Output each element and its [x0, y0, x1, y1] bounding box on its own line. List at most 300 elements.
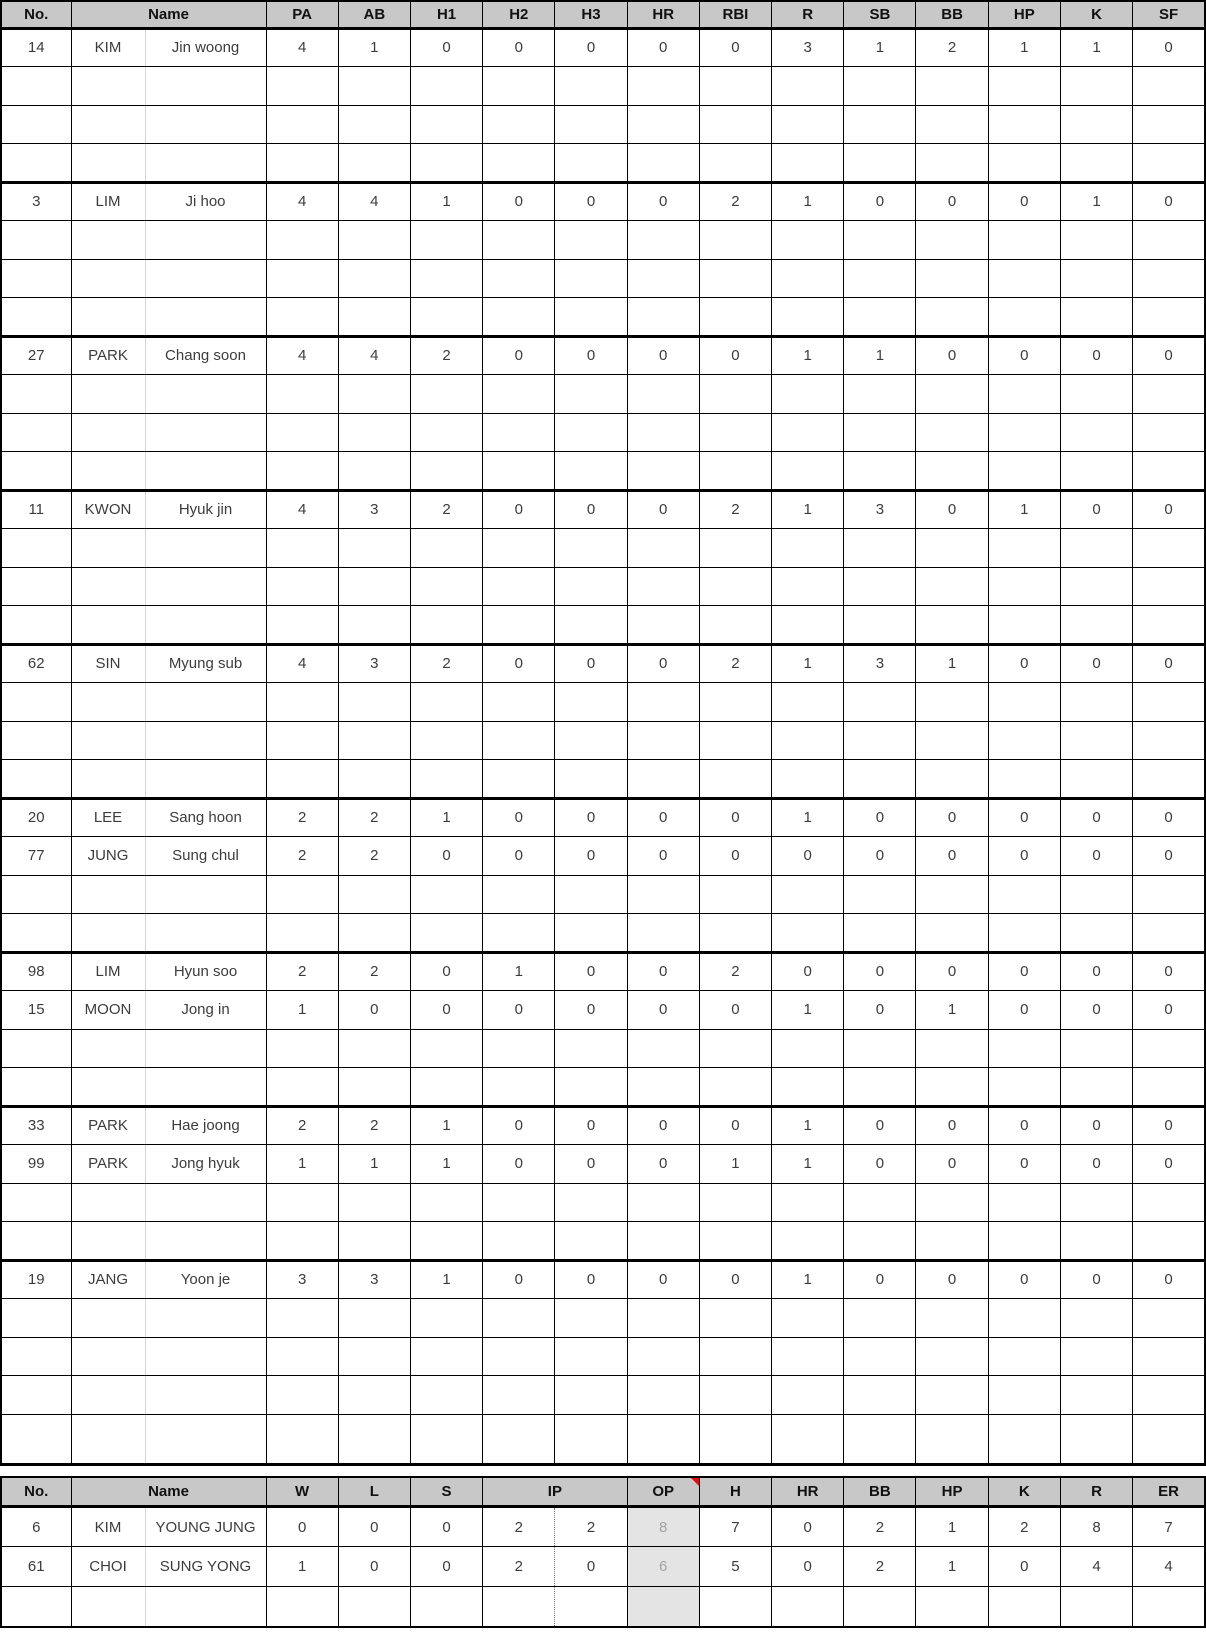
empty-cell[interactable] — [266, 529, 338, 568]
batting-header-sb[interactable]: SB — [844, 1, 916, 28]
empty-cell[interactable] — [916, 298, 988, 337]
empty-cell[interactable] — [772, 413, 844, 452]
batter-stat-k-cell[interactable]: 0 — [1060, 837, 1132, 876]
empty-cell[interactable] — [699, 221, 771, 260]
empty-cell[interactable] — [266, 67, 338, 106]
empty-cell[interactable] — [627, 67, 699, 106]
batter-given-name-cell[interactable]: Hyuk jin — [145, 490, 266, 529]
empty-cell[interactable] — [71, 760, 145, 799]
empty-cell[interactable] — [627, 760, 699, 799]
empty-cell[interactable] — [844, 683, 916, 722]
batter-stat-ab-cell[interactable]: 1 — [338, 1145, 410, 1184]
empty-cell[interactable] — [1060, 1299, 1132, 1338]
batter-stat-k-cell[interactable]: 0 — [1060, 644, 1132, 683]
empty-cell[interactable] — [555, 144, 627, 183]
batter-given-name-cell[interactable]: Jong hyuk — [145, 1145, 266, 1184]
empty-cell[interactable] — [916, 259, 988, 298]
batter-stat-hp-cell[interactable]: 0 — [988, 644, 1060, 683]
empty-cell[interactable] — [844, 1222, 916, 1261]
batter-stat-h3-cell[interactable]: 0 — [555, 991, 627, 1030]
batter-stat-sb-cell[interactable]: 0 — [844, 1145, 916, 1184]
pitcher-stat-er-cell[interactable]: 4 — [1133, 1547, 1205, 1587]
empty-cell[interactable] — [699, 875, 771, 914]
empty-cell[interactable] — [916, 144, 988, 183]
empty-cell[interactable] — [772, 1414, 844, 1464]
empty-cell[interactable] — [266, 375, 338, 414]
pitcher-stat-bb-cell[interactable]: 2 — [844, 1507, 916, 1547]
empty-cell[interactable] — [71, 105, 145, 144]
pitcher-stat-op-cell[interactable]: 6 — [627, 1547, 699, 1587]
empty-cell[interactable] — [338, 567, 410, 606]
empty-cell[interactable] — [145, 1587, 266, 1627]
batter-stat-hp-cell[interactable]: 0 — [988, 1260, 1060, 1299]
empty-cell[interactable] — [555, 452, 627, 491]
batter-no-cell[interactable]: 33 — [1, 1106, 71, 1145]
pitching-header-er[interactable] — [1133, 1477, 1205, 1507]
batting-header-sf[interactable]: SF — [1133, 1, 1205, 28]
empty-cell[interactable] — [71, 1337, 145, 1376]
empty-cell[interactable] — [483, 1376, 555, 1415]
empty-cell[interactable] — [1, 259, 71, 298]
batter-stat-sf-cell[interactable]: 0 — [1133, 490, 1205, 529]
empty-cell[interactable] — [1, 452, 71, 491]
empty-cell[interactable] — [1133, 683, 1205, 722]
batter-stat-sf-cell[interactable]: 0 — [1133, 1145, 1205, 1184]
empty-cell[interactable] — [1133, 914, 1205, 953]
empty-cell[interactable] — [410, 1068, 482, 1107]
empty-cell[interactable] — [988, 914, 1060, 953]
empty-cell[interactable] — [145, 259, 266, 298]
empty-cell[interactable] — [410, 452, 482, 491]
empty-cell[interactable] — [988, 606, 1060, 645]
empty-cell[interactable] — [1, 683, 71, 722]
batter-stat-hp-cell[interactable]: 0 — [988, 1106, 1060, 1145]
empty-cell[interactable] — [699, 567, 771, 606]
batter-stat-hr-cell[interactable]: 0 — [627, 182, 699, 221]
empty-cell[interactable] — [338, 721, 410, 760]
empty-cell[interactable] — [916, 1183, 988, 1222]
empty-cell[interactable] — [1, 1414, 71, 1464]
empty-cell[interactable] — [916, 1299, 988, 1338]
batter-stat-pa-cell[interactable]: 1 — [266, 991, 338, 1030]
empty-cell[interactable] — [1060, 413, 1132, 452]
empty-cell[interactable] — [1133, 1414, 1205, 1464]
pitching-header-hp[interactable] — [916, 1477, 988, 1507]
batter-stat-k-cell[interactable]: 0 — [1060, 798, 1132, 837]
empty-cell[interactable] — [145, 375, 266, 414]
empty-cell[interactable] — [266, 413, 338, 452]
empty-cell[interactable] — [71, 606, 145, 645]
empty-cell[interactable] — [483, 452, 555, 491]
empty-cell[interactable] — [627, 1029, 699, 1068]
batter-stat-rbi-cell[interactable]: 2 — [699, 182, 771, 221]
empty-cell[interactable] — [410, 721, 482, 760]
empty-cell[interactable] — [844, 259, 916, 298]
batter-stat-h1-cell[interactable]: 1 — [410, 798, 482, 837]
empty-cell[interactable] — [988, 1299, 1060, 1338]
empty-cell[interactable] — [916, 1376, 988, 1415]
empty-cell[interactable] — [410, 760, 482, 799]
empty-cell[interactable] — [410, 1183, 482, 1222]
empty-cell[interactable] — [145, 1376, 266, 1415]
batter-stat-bb-cell[interactable]: 0 — [916, 182, 988, 221]
batter-stat-bb-cell[interactable]: 0 — [916, 1145, 988, 1184]
empty-cell[interactable] — [555, 1337, 627, 1376]
batter-stat-rbi-cell[interactable]: 0 — [699, 991, 771, 1030]
pitching-header-name[interactable]: Name — [71, 1477, 266, 1507]
empty-cell[interactable] — [410, 1337, 482, 1376]
empty-cell[interactable] — [772, 67, 844, 106]
empty-cell[interactable] — [483, 683, 555, 722]
empty-cell[interactable] — [844, 375, 916, 414]
empty-cell[interactable] — [1, 67, 71, 106]
empty-cell[interactable] — [410, 298, 482, 337]
empty-cell[interactable] — [71, 298, 145, 337]
empty-cell[interactable] — [699, 683, 771, 722]
batter-stat-h3-cell[interactable]: 0 — [555, 644, 627, 683]
batter-stat-hr-cell[interactable]: 0 — [627, 644, 699, 683]
pitcher-stat-op-cell[interactable]: 8 — [627, 1507, 699, 1547]
empty-cell[interactable] — [844, 298, 916, 337]
empty-cell[interactable] — [699, 760, 771, 799]
empty-cell[interactable] — [71, 1376, 145, 1415]
batter-stat-bb-cell[interactable]: 0 — [916, 837, 988, 876]
empty-cell[interactable] — [483, 1587, 555, 1627]
empty-cell[interactable] — [1133, 1183, 1205, 1222]
batter-surname-cell[interactable]: KWON — [71, 490, 145, 529]
empty-cell[interactable] — [483, 875, 555, 914]
empty-cell[interactable] — [844, 606, 916, 645]
empty-cell[interactable] — [338, 914, 410, 953]
batter-stat-hr-cell[interactable]: 0 — [627, 798, 699, 837]
batter-stat-sf-cell[interactable]: 0 — [1133, 798, 1205, 837]
empty-cell[interactable] — [71, 375, 145, 414]
batting-header-bb[interactable]: BB — [916, 1, 988, 28]
empty-cell[interactable] — [916, 1029, 988, 1068]
empty-cell[interactable] — [1133, 298, 1205, 337]
empty-cell[interactable] — [699, 914, 771, 953]
pitcher-given-name-cell[interactable]: SUNG YONG — [145, 1547, 266, 1587]
empty-cell[interactable] — [1133, 875, 1205, 914]
batter-stat-ab-cell[interactable]: 3 — [338, 490, 410, 529]
empty-cell[interactable] — [988, 452, 1060, 491]
empty-cell[interactable] — [410, 875, 482, 914]
batter-stat-h3-cell[interactable]: 0 — [555, 336, 627, 375]
empty-cell[interactable] — [145, 1029, 266, 1068]
batter-no-cell[interactable]: 62 — [1, 644, 71, 683]
batter-stat-r-cell[interactable]: 3 — [772, 28, 844, 67]
pitching-header-s[interactable] — [410, 1477, 482, 1507]
batter-stat-pa-cell[interactable]: 3 — [266, 1260, 338, 1299]
empty-cell[interactable] — [1060, 144, 1132, 183]
empty-cell[interactable] — [338, 259, 410, 298]
empty-cell[interactable] — [1060, 1029, 1132, 1068]
empty-cell[interactable] — [627, 144, 699, 183]
batter-stat-h2-cell[interactable]: 1 — [483, 952, 555, 991]
empty-cell[interactable] — [627, 298, 699, 337]
pitching-header-r[interactable] — [1060, 1477, 1132, 1507]
batter-stat-h1-cell[interactable]: 0 — [410, 837, 482, 876]
batter-surname-cell[interactable]: PARK — [71, 1106, 145, 1145]
pitcher-stat-h-cell[interactable]: 7 — [699, 1507, 771, 1547]
empty-cell[interactable] — [266, 875, 338, 914]
empty-cell[interactable] — [71, 144, 145, 183]
batter-stat-hr-cell[interactable]: 0 — [627, 336, 699, 375]
batter-stat-sf-cell[interactable]: 0 — [1133, 1106, 1205, 1145]
batter-stat-k-cell[interactable]: 0 — [1060, 490, 1132, 529]
empty-cell[interactable] — [1133, 105, 1205, 144]
batter-stat-h1-cell[interactable]: 0 — [410, 952, 482, 991]
empty-cell[interactable] — [1133, 1376, 1205, 1415]
batter-stat-ab-cell[interactable]: 3 — [338, 1260, 410, 1299]
empty-cell[interactable] — [988, 1222, 1060, 1261]
empty-cell[interactable] — [699, 529, 771, 568]
batter-surname-cell[interactable]: PARK — [71, 336, 145, 375]
empty-cell[interactable] — [1060, 1376, 1132, 1415]
empty-cell[interactable] — [1, 1376, 71, 1415]
empty-cell[interactable] — [772, 760, 844, 799]
empty-cell[interactable] — [1133, 1029, 1205, 1068]
empty-cell[interactable] — [266, 105, 338, 144]
empty-cell[interactable] — [772, 1299, 844, 1338]
empty-cell[interactable] — [844, 1183, 916, 1222]
empty-cell[interactable] — [1133, 1337, 1205, 1376]
batter-stat-h3-cell[interactable]: 0 — [555, 182, 627, 221]
empty-cell[interactable] — [627, 721, 699, 760]
empty-cell[interactable] — [555, 105, 627, 144]
empty-cell[interactable] — [699, 1068, 771, 1107]
batter-stat-pa-cell[interactable]: 2 — [266, 1106, 338, 1145]
empty-cell[interactable] — [988, 1029, 1060, 1068]
empty-cell[interactable] — [916, 1068, 988, 1107]
empty-cell[interactable] — [916, 1222, 988, 1261]
batter-stat-r-cell[interactable]: 0 — [772, 952, 844, 991]
batter-stat-hr-cell[interactable]: 0 — [627, 952, 699, 991]
empty-cell[interactable] — [988, 1068, 1060, 1107]
empty-cell[interactable] — [1, 413, 71, 452]
empty-cell[interactable] — [555, 1587, 627, 1627]
batter-stat-bb-cell[interactable]: 0 — [916, 490, 988, 529]
batter-stat-h3-cell[interactable]: 0 — [555, 798, 627, 837]
empty-cell[interactable] — [266, 1068, 338, 1107]
batter-given-name-cell[interactable]: Sang hoon — [145, 798, 266, 837]
batter-no-cell[interactable]: 19 — [1, 1260, 71, 1299]
empty-cell[interactable] — [555, 760, 627, 799]
empty-cell[interactable] — [699, 1029, 771, 1068]
empty-cell[interactable] — [699, 1222, 771, 1261]
empty-cell[interactable] — [1060, 1414, 1132, 1464]
empty-cell[interactable] — [1, 298, 71, 337]
batter-stat-h3-cell[interactable]: 0 — [555, 837, 627, 876]
batter-stat-sb-cell[interactable]: 0 — [844, 991, 916, 1030]
empty-cell[interactable] — [916, 67, 988, 106]
empty-cell[interactable] — [772, 1376, 844, 1415]
empty-cell[interactable] — [483, 529, 555, 568]
empty-cell[interactable] — [988, 259, 1060, 298]
empty-cell[interactable] — [266, 1222, 338, 1261]
batting-header-h3[interactable]: H3 — [555, 1, 627, 28]
empty-cell[interactable] — [988, 760, 1060, 799]
empty-cell[interactable] — [71, 1222, 145, 1261]
batter-stat-k-cell[interactable]: 0 — [1060, 1106, 1132, 1145]
empty-cell[interactable] — [410, 1029, 482, 1068]
empty-cell[interactable] — [410, 413, 482, 452]
empty-cell[interactable] — [844, 67, 916, 106]
empty-cell[interactable] — [1060, 221, 1132, 260]
batter-stat-bb-cell[interactable]: 0 — [916, 1106, 988, 1145]
empty-cell[interactable] — [338, 144, 410, 183]
batter-stat-ab-cell[interactable]: 4 — [338, 182, 410, 221]
batter-stat-hp-cell[interactable]: 0 — [988, 182, 1060, 221]
batter-stat-rbi-cell[interactable]: 0 — [699, 336, 771, 375]
empty-cell[interactable] — [1, 760, 71, 799]
pitcher-stat-s-cell[interactable]: 0 — [410, 1547, 482, 1587]
batter-stat-sb-cell[interactable]: 3 — [844, 644, 916, 683]
batter-no-cell[interactable]: 3 — [1, 182, 71, 221]
pitcher-stat-bb-cell[interactable]: 2 — [844, 1547, 916, 1587]
batter-stat-hr-cell[interactable]: 0 — [627, 1260, 699, 1299]
empty-cell[interactable] — [555, 1376, 627, 1415]
pitching-header-ip[interactable] — [483, 1477, 627, 1507]
batter-surname-cell[interactable]: JUNG — [71, 837, 145, 876]
empty-cell[interactable] — [988, 375, 1060, 414]
batter-stat-h1-cell[interactable]: 2 — [410, 490, 482, 529]
empty-cell[interactable] — [844, 1068, 916, 1107]
empty-cell[interactable] — [988, 105, 1060, 144]
empty-cell[interactable] — [338, 875, 410, 914]
empty-cell[interactable] — [338, 105, 410, 144]
empty-cell[interactable] — [1060, 105, 1132, 144]
empty-cell[interactable] — [71, 875, 145, 914]
empty-cell[interactable] — [1, 1337, 71, 1376]
empty-cell[interactable] — [266, 259, 338, 298]
empty-cell[interactable] — [410, 914, 482, 953]
batting-header-k[interactable]: K — [1060, 1, 1132, 28]
empty-cell[interactable] — [627, 1183, 699, 1222]
pitcher-stat-l-cell[interactable]: 0 — [338, 1507, 410, 1547]
batter-stat-pa-cell[interactable]: 2 — [266, 837, 338, 876]
batter-stat-hp-cell[interactable]: 0 — [988, 1145, 1060, 1184]
empty-cell[interactable] — [988, 567, 1060, 606]
empty-cell[interactable] — [772, 452, 844, 491]
empty-cell[interactable] — [145, 1299, 266, 1338]
batter-stat-sb-cell[interactable]: 0 — [844, 1260, 916, 1299]
batter-stat-rbi-cell[interactable]: 0 — [699, 1106, 771, 1145]
batter-stat-h1-cell[interactable]: 1 — [410, 1106, 482, 1145]
pitcher-stat-hr-cell[interactable]: 0 — [772, 1507, 844, 1547]
batter-given-name-cell[interactable]: Myung sub — [145, 644, 266, 683]
empty-cell[interactable] — [555, 529, 627, 568]
empty-cell[interactable] — [772, 375, 844, 414]
empty-cell[interactable] — [266, 567, 338, 606]
empty-cell[interactable] — [1060, 683, 1132, 722]
empty-cell[interactable] — [772, 914, 844, 953]
empty-cell[interactable] — [145, 221, 266, 260]
empty-cell[interactable] — [916, 760, 988, 799]
empty-cell[interactable] — [627, 1376, 699, 1415]
pitcher-stat-r-cell[interactable]: 4 — [1060, 1547, 1132, 1587]
batter-stat-sb-cell[interactable]: 1 — [844, 28, 916, 67]
batter-stat-rbi-cell[interactable]: 2 — [699, 644, 771, 683]
empty-cell[interactable] — [410, 529, 482, 568]
empty-cell[interactable] — [71, 259, 145, 298]
empty-cell[interactable] — [1060, 875, 1132, 914]
batter-stat-bb-cell[interactable]: 0 — [916, 336, 988, 375]
batter-stat-h2-cell[interactable]: 0 — [483, 490, 555, 529]
empty-cell[interactable] — [1, 1299, 71, 1338]
empty-cell[interactable] — [844, 144, 916, 183]
batting-header-h2[interactable]: H2 — [483, 1, 555, 28]
batter-stat-r-cell[interactable]: 0 — [772, 837, 844, 876]
empty-cell[interactable] — [699, 144, 771, 183]
empty-cell[interactable] — [1060, 914, 1132, 953]
empty-cell[interactable] — [772, 105, 844, 144]
empty-cell[interactable] — [71, 529, 145, 568]
batting-header-rbi[interactable]: RBI — [699, 1, 771, 28]
empty-cell[interactable] — [844, 1299, 916, 1338]
empty-cell[interactable] — [1133, 1068, 1205, 1107]
batter-stat-h1-cell[interactable]: 0 — [410, 28, 482, 67]
empty-cell[interactable] — [555, 606, 627, 645]
empty-cell[interactable] — [555, 683, 627, 722]
empty-cell[interactable] — [555, 1222, 627, 1261]
empty-cell[interactable] — [483, 1068, 555, 1107]
batter-stat-k-cell[interactable]: 0 — [1060, 952, 1132, 991]
empty-cell[interactable] — [410, 1222, 482, 1261]
empty-cell[interactable] — [988, 875, 1060, 914]
empty-cell[interactable] — [410, 1587, 482, 1627]
empty-cell[interactable] — [555, 1183, 627, 1222]
batter-stat-pa-cell[interactable]: 4 — [266, 182, 338, 221]
batter-stat-sf-cell[interactable]: 0 — [1133, 644, 1205, 683]
empty-cell[interactable] — [410, 1376, 482, 1415]
empty-cell[interactable] — [699, 67, 771, 106]
batter-stat-sf-cell[interactable]: 0 — [1133, 182, 1205, 221]
empty-cell[interactable] — [555, 67, 627, 106]
empty-cell[interactable] — [844, 875, 916, 914]
empty-cell[interactable] — [266, 1029, 338, 1068]
empty-cell[interactable] — [844, 1376, 916, 1415]
batter-stat-hp-cell[interactable]: 0 — [988, 798, 1060, 837]
pitching-header-hr[interactable] — [772, 1477, 844, 1507]
empty-cell[interactable] — [627, 1414, 699, 1464]
batter-stat-bb-cell[interactable]: 0 — [916, 798, 988, 837]
batter-surname-cell[interactable]: MOON — [71, 991, 145, 1030]
empty-cell[interactable] — [1133, 1587, 1205, 1627]
empty-cell[interactable] — [844, 452, 916, 491]
batter-stat-h1-cell[interactable]: 1 — [410, 1260, 482, 1299]
empty-cell[interactable] — [699, 452, 771, 491]
empty-cell[interactable] — [483, 259, 555, 298]
empty-cell[interactable] — [71, 413, 145, 452]
batter-no-cell[interactable]: 20 — [1, 798, 71, 837]
empty-cell[interactable] — [1133, 529, 1205, 568]
empty-cell[interactable] — [338, 529, 410, 568]
pitcher-stat-h-cell[interactable]: 5 — [699, 1547, 771, 1587]
batter-stat-r-cell[interactable]: 1 — [772, 1106, 844, 1145]
empty-cell[interactable] — [145, 721, 266, 760]
batter-surname-cell[interactable]: SIN — [71, 644, 145, 683]
batter-stat-h2-cell[interactable]: 0 — [483, 1145, 555, 1184]
empty-cell[interactable] — [627, 606, 699, 645]
empty-cell[interactable] — [699, 1183, 771, 1222]
empty-cell[interactable] — [1133, 144, 1205, 183]
empty-cell[interactable] — [916, 721, 988, 760]
pitcher-stat-k-cell[interactable]: 0 — [988, 1547, 1060, 1587]
empty-cell[interactable] — [627, 683, 699, 722]
empty-cell[interactable] — [266, 1337, 338, 1376]
empty-cell[interactable] — [699, 1587, 771, 1627]
